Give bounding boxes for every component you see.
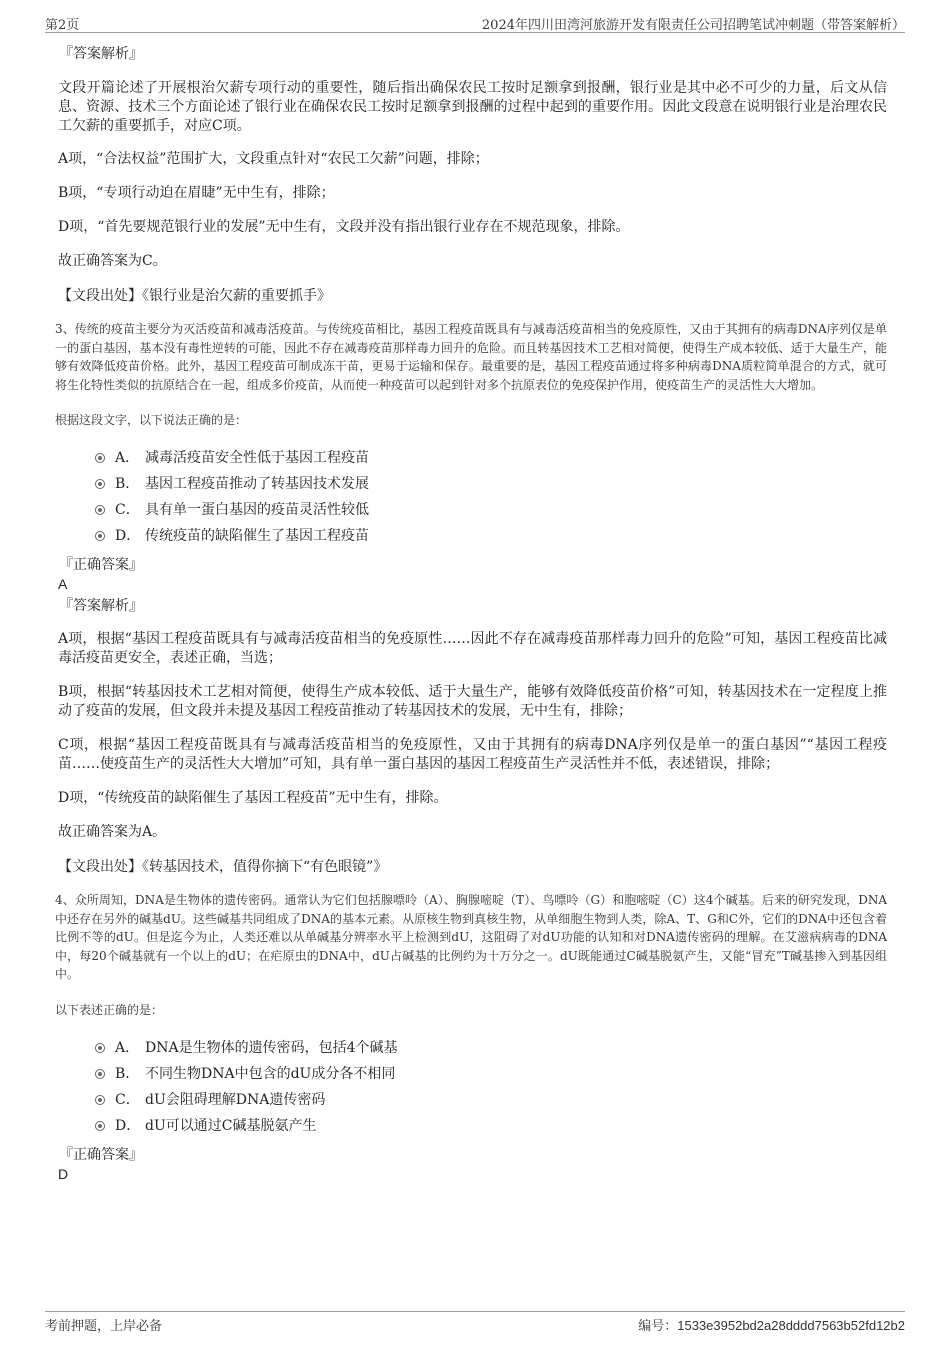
code-label: 编号： bbox=[638, 1318, 678, 1333]
option-letter: B． bbox=[115, 476, 140, 492]
option-a[interactable] bbox=[95, 1035, 887, 1061]
analysis-option-d: D项，“传统疫苗的缺陷催生了基因工程疫苗”无中生有，排除。 bbox=[58, 790, 448, 806]
radio-icon[interactable] bbox=[95, 1095, 105, 1105]
option-text: dU可以通过C碱基脱氨产生 bbox=[145, 1117, 317, 1134]
question-3-options bbox=[95, 445, 887, 549]
analysis-conclusion: 故正确答案为A。 bbox=[58, 824, 167, 840]
option-a[interactable] bbox=[95, 445, 887, 471]
question-3-prompt: 根据这段文字，以下说法正确的是： bbox=[55, 413, 248, 427]
option-c[interactable] bbox=[95, 1087, 887, 1113]
radio-icon[interactable] bbox=[95, 1121, 105, 1131]
correct-answer-label: 『正确答案』 bbox=[59, 1146, 143, 1163]
option-letter: A． bbox=[115, 1039, 140, 1056]
option-letter: C． bbox=[115, 502, 140, 518]
document-body bbox=[55, 44, 887, 1183]
correct-answer-label: 『正确答案』 bbox=[59, 557, 143, 573]
option-text: 具有单一蛋白基因的疫苗灵活性较低 bbox=[145, 502, 369, 518]
analysis-option-b: B项，“专项行动迫在眉睫”无中生有，排除； bbox=[58, 185, 335, 201]
analysis-conclusion: 故正确答案为C。 bbox=[58, 253, 167, 269]
text-source: 【文段出处】《转基因技术，值得你摘下“有色眼镜”》 bbox=[58, 859, 388, 875]
option-letter: D． bbox=[115, 1117, 141, 1134]
page-footer bbox=[45, 1311, 905, 1333]
analysis-option-c: C项，根据“基因工程疫苗既具有与减毒活疫苗相当的免疫原性，又由于其拥有的病毒DNA序列仅是单一的蛋白基因”“基因工程疫苗……使疫苗生产的灵活性大大增加”可知，具有单一蛋白基因的基因工程疫苗生产灵活性并不低，表述错误，排除； bbox=[58, 737, 887, 772]
option-text: 传统疫苗的缺陷催生了基因工程疫苗 bbox=[145, 528, 369, 544]
answer-analysis-label: 『答案解析』 bbox=[59, 598, 143, 614]
code-value: 1533e3952bd2a28dddd7563b52fd12b2 bbox=[677, 1318, 905, 1333]
option-letter: B． bbox=[115, 1065, 140, 1082]
radio-icon[interactable] bbox=[95, 453, 105, 463]
question-4-text: 4、众所周知，DNA是生物体的遗传密码。通常认为它们包括腺嘌呤（A）、胸腺嘧啶（T）、鸟嘌呤（G）和胞嘧啶（C）这4个碱基。后来的研究发现，DNA中还存在另外的碱基dU。这些碱基共同组成了DNA的基本元素。从原核生物到真核生物，从单细胞生物到人类，除A、T、G和C外，它们的DNA中还包含着比例不等的dU。但是迄今为止，人类还难以从单碱基分辨率水平上检测到dU，这阻碍了对dU功能的认知和对DNA遗传密码的理解。在艾滋病病毒的DNA中，每20个碱基就有一个以上的dU；在疟原虫的DNA中，dU占碱基的比例约为十万分之一。dU既能通过C碱基脱氨产生，又能“冒充”T碱基掺入到基因组中。 bbox=[55, 893, 887, 981]
option-b[interactable] bbox=[95, 471, 887, 497]
option-text: 基因工程疫苗推动了转基因技术发展 bbox=[145, 476, 369, 492]
document-title: 2024年四川田湾河旅游开发有限责任公司招聘笔试冲刺题（带答案解析） bbox=[481, 18, 905, 33]
radio-icon[interactable] bbox=[95, 531, 105, 541]
radio-icon[interactable] bbox=[95, 505, 105, 515]
radio-icon[interactable] bbox=[95, 479, 105, 489]
option-text: 不同生物DNA中包含的dU成分各不相同 bbox=[145, 1065, 396, 1082]
option-c[interactable] bbox=[95, 497, 887, 523]
option-b[interactable] bbox=[95, 1061, 887, 1087]
question-3-text: 3、传统的疫苗主要分为灭活疫苗和减毒活疫苗。与传统疫苗相比，基因工程疫苗既具有与减毒活疫苗相当的免疫原性，又由于其拥有的病毒DNA序列仅是单一的蛋白基因，基本没有毒性逆转的可能，因此不存在减毒疫苗那样毒力回升的危险。而且转基因技术工艺相对简便，使得生产成本较低、适于大量生产，能够有效降低疫苗价格。此外，基因工程疫苗可制成冻干苗，更易于运输和保存。最重要的是，基因工程疫苗通过将多种病毒DNA质粒简单混合的方式，就可将生化特性类似的抗原结合在一起，组成多价疫苗，从而使一种疫苗可以起到针对多个抗原表位的免疫保护作用，使疫苗生产的灵活性大大增加。 bbox=[55, 322, 887, 392]
question-4-options bbox=[95, 1035, 887, 1139]
correct-answer: D bbox=[58, 1165, 69, 1182]
radio-icon[interactable] bbox=[95, 1043, 105, 1053]
correct-answer: A bbox=[58, 576, 68, 592]
analysis-option-d: D项，“首先要规范银行业的发展”无中生有，文段并没有指出银行业存在不规范现象，排除。 bbox=[58, 219, 630, 235]
option-letter: D． bbox=[115, 528, 141, 544]
option-d[interactable] bbox=[95, 1113, 887, 1139]
option-d[interactable] bbox=[95, 523, 887, 549]
radio-icon[interactable] bbox=[95, 1069, 105, 1079]
option-text: 减毒活疫苗安全性低于基因工程疫苗 bbox=[145, 450, 369, 466]
analysis-option-a: A项，根据“基因工程疫苗既具有与减毒活疫苗相当的免疫原性……因此不存在减毒疫苗那样毒力回升的危险”可知，基因工程疫苗比减毒活疫苗更安全，表述正确，当选； bbox=[58, 631, 887, 666]
option-letter: C． bbox=[115, 1091, 140, 1108]
analysis-option-b: B项，根据“转基因技术工艺相对简便，使得生产成本较低、适于大量生产，能够有效降低疫苗价格”可知，转基因技术在一定程度上推动了疫苗的发展，但文段并未提及基因工程疫苗推动了转基因技术的发展，无中生有，排除； bbox=[58, 684, 887, 719]
analysis-paragraph: 文段开篇论述了开展根治欠薪专项行动的重要性，随后指出确保农民工按时足额拿到报酬，银行业是其中必不可少的力量，后文从信息、资源、技术三个方面论述了银行业在确保农民工按时足额拿到报酬的过程中起到的重要作用。因此文段意在说明银行业是治理农民工欠薪的重要抓手，对应C项。 bbox=[58, 80, 887, 134]
answer-analysis-label: 『答案解析』 bbox=[59, 46, 143, 62]
option-text: dU会阻碍理解DNA遗传密码 bbox=[145, 1091, 326, 1108]
page-number: 第2页 bbox=[45, 18, 80, 33]
document-code bbox=[638, 1315, 905, 1334]
text-source: 【文段出处】《银行业是治欠薪的重要抓手》 bbox=[58, 288, 331, 304]
footer-slogan: 考前押题，上岸必备 bbox=[45, 1319, 163, 1334]
page-header bbox=[45, 14, 905, 33]
option-letter: A． bbox=[115, 450, 140, 466]
analysis-option-a: A项，“合法权益”范围扩大，文段重点针对“农民工欠薪”问题，排除； bbox=[58, 151, 489, 167]
question-4-prompt: 以下表述正确的是： bbox=[55, 1002, 164, 1017]
option-text: DNA是生物体的遗传密码，包括4个碱基 bbox=[145, 1039, 398, 1056]
